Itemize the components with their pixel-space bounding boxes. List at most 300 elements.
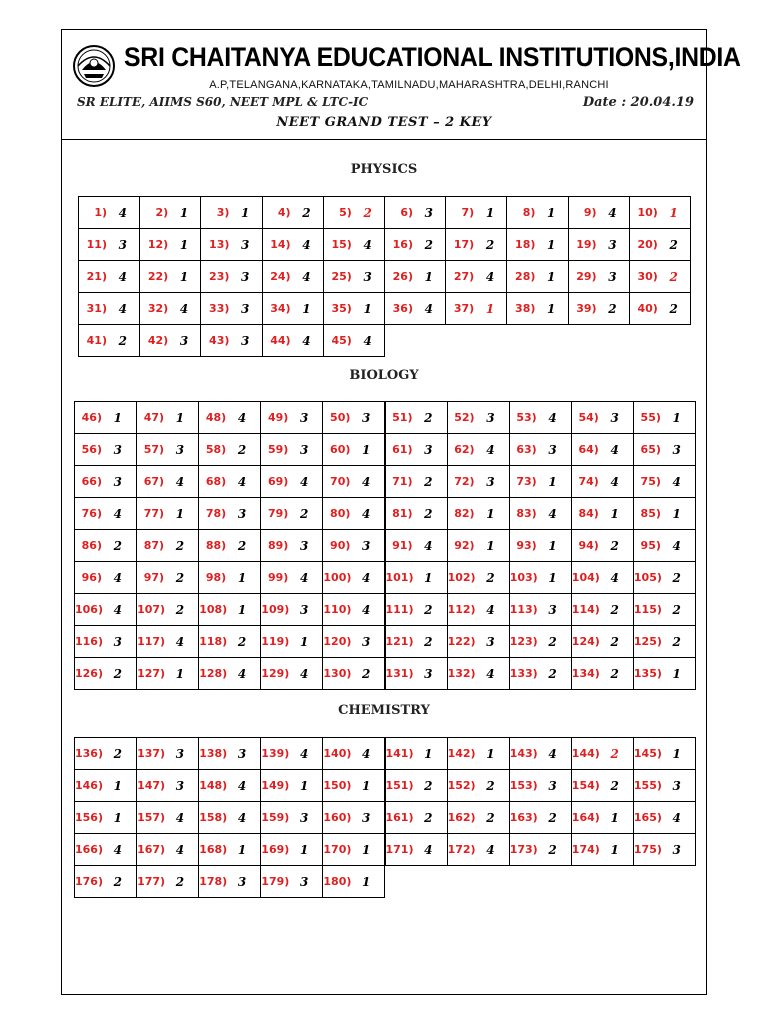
question-number: 67) xyxy=(143,475,165,488)
question-number: 147) xyxy=(137,779,166,792)
question-number: 135) xyxy=(633,667,662,680)
answer-option: 3 xyxy=(241,301,250,316)
section-title-chemistry: CHEMISTRY xyxy=(338,703,430,718)
answer-option: 3 xyxy=(241,237,250,252)
answer-cell xyxy=(74,625,137,658)
answer-option: 3 xyxy=(608,269,617,284)
answer-option: 3 xyxy=(672,442,681,457)
question-number: 17) xyxy=(453,238,475,251)
answer-option: 4 xyxy=(608,205,617,220)
answer-option: 2 xyxy=(486,570,495,585)
answer-cell xyxy=(385,801,448,834)
answer-cell xyxy=(322,401,385,434)
question-number: 112) xyxy=(447,603,476,616)
answer-cell xyxy=(74,801,137,834)
question-number: 33) xyxy=(209,302,230,315)
question-number: 150) xyxy=(323,779,352,792)
question-number: 5) xyxy=(339,206,352,219)
question-number: 173) xyxy=(509,843,538,856)
answer-option: 1 xyxy=(672,506,681,521)
answer-option: 4 xyxy=(486,666,495,681)
answer-cell xyxy=(509,833,572,866)
question-number: 34) xyxy=(270,302,291,315)
question-number: 32) xyxy=(147,302,169,315)
answer-cell xyxy=(633,561,696,594)
question-number: 138) xyxy=(199,747,228,760)
answer-cell xyxy=(447,401,510,434)
answer-option: 4 xyxy=(237,666,247,681)
answer-cell xyxy=(136,737,199,770)
answer-option: 1 xyxy=(672,746,681,761)
answer-cell xyxy=(139,260,201,293)
question-number: 20) xyxy=(637,238,658,251)
answer-cell xyxy=(447,561,510,594)
question-number: 9) xyxy=(583,206,597,219)
answer-cell xyxy=(323,260,385,293)
question-number: 24) xyxy=(270,270,291,283)
answer-cell xyxy=(509,465,572,498)
question-number: 121) xyxy=(385,635,414,648)
question-number: 146) xyxy=(75,779,103,792)
answer-option: 4 xyxy=(363,237,372,252)
answer-cell xyxy=(260,561,323,594)
question-number: 109) xyxy=(261,603,290,616)
question-number: 28) xyxy=(515,270,536,283)
question-number: 98) xyxy=(205,571,227,584)
question-number: 163) xyxy=(509,811,538,824)
answer-option: 3 xyxy=(362,634,371,649)
answer-option: 1 xyxy=(362,874,371,889)
question-number: 152) xyxy=(447,779,476,792)
answer-cell xyxy=(384,228,446,261)
answer-cell xyxy=(200,260,262,293)
answer-cell xyxy=(385,529,448,562)
answer-cell xyxy=(136,465,199,498)
answer-option: 1 xyxy=(548,538,557,553)
answer-option: 1 xyxy=(547,269,556,284)
answer-cell xyxy=(447,737,510,770)
answer-option: 3 xyxy=(362,538,371,553)
question-number: 54) xyxy=(578,411,599,424)
question-number: 14) xyxy=(270,238,291,251)
answer-option: 4 xyxy=(175,474,185,489)
question-number: 151) xyxy=(385,779,414,792)
question-number: 29) xyxy=(576,270,597,283)
answer-cell xyxy=(509,737,572,770)
answer-option: 1 xyxy=(424,746,433,761)
answer-option: 2 xyxy=(424,474,433,489)
question-number: 115) xyxy=(633,603,662,616)
answer-cell xyxy=(385,561,448,594)
answer-cell xyxy=(322,833,385,866)
question-number: 69) xyxy=(267,475,289,488)
question-number: 81) xyxy=(392,507,413,520)
question-number: 70) xyxy=(330,475,351,488)
answer-cell xyxy=(322,561,385,594)
answer-option: 4 xyxy=(486,442,495,457)
answer-option: 4 xyxy=(237,474,247,489)
answer-cell xyxy=(445,228,507,261)
answer-cell xyxy=(200,324,262,357)
question-number: 2) xyxy=(155,206,169,219)
question-number: 141) xyxy=(385,747,414,760)
answer-cell xyxy=(322,657,385,690)
question-number: 111) xyxy=(385,603,414,616)
question-number: 127) xyxy=(137,667,166,680)
question-number: 86) xyxy=(81,539,102,552)
answer-cell xyxy=(74,401,137,434)
question-number: 66) xyxy=(81,475,102,488)
answer-option: 1 xyxy=(302,301,311,316)
answer-option: 1 xyxy=(237,570,247,585)
answer-option: 2 xyxy=(424,237,433,252)
answer-cell xyxy=(384,196,446,229)
answer-option: 2 xyxy=(485,237,495,252)
answer-cell xyxy=(260,529,323,562)
answer-cell xyxy=(200,292,262,325)
answer-cell xyxy=(571,833,634,866)
question-number: 4) xyxy=(277,206,291,219)
answer-option: 2 xyxy=(610,778,619,793)
question-number: 143) xyxy=(509,747,538,760)
question-number: 132) xyxy=(447,667,476,680)
question-number: 168) xyxy=(199,843,228,856)
answer-cell xyxy=(445,260,507,293)
answer-cell xyxy=(633,833,696,866)
answer-cell xyxy=(633,497,696,530)
answer-cell xyxy=(198,801,261,834)
question-number: 11) xyxy=(86,238,107,251)
answer-option: 2 xyxy=(175,538,185,553)
answer-cell xyxy=(262,260,324,293)
answer-cell xyxy=(633,801,696,834)
answer-option: 2 xyxy=(669,237,678,252)
answer-option: 3 xyxy=(672,778,681,793)
question-number: 161) xyxy=(385,811,414,824)
answer-cell xyxy=(509,593,572,626)
answer-option: 2 xyxy=(237,538,247,553)
answer-cell xyxy=(78,292,140,325)
answer-option: 3 xyxy=(118,237,127,252)
answer-option: 4 xyxy=(299,474,309,489)
answer-cell xyxy=(509,433,572,466)
answer-option: 2 xyxy=(548,634,557,649)
answer-option: 4 xyxy=(672,538,681,553)
answer-option: 4 xyxy=(362,746,371,761)
question-number: 180) xyxy=(323,875,352,888)
answer-cell xyxy=(322,769,385,802)
answer-cell xyxy=(200,228,262,261)
question-number: 27) xyxy=(453,270,475,283)
answer-option: 2 xyxy=(362,666,371,681)
answer-option: 3 xyxy=(548,442,557,457)
answer-option: 1 xyxy=(610,810,619,825)
question-number: 63) xyxy=(516,443,537,456)
answer-cell xyxy=(447,593,510,626)
question-number: 102) xyxy=(447,571,476,584)
answer-cell xyxy=(78,260,140,293)
answer-option: 4 xyxy=(363,333,372,348)
answer-cell xyxy=(139,196,201,229)
answer-option: 1 xyxy=(363,301,372,316)
answer-option: 1 xyxy=(113,410,122,425)
answer-cell xyxy=(262,228,324,261)
question-number: 59) xyxy=(267,443,289,456)
answer-option: 1 xyxy=(362,778,371,793)
answer-cell xyxy=(200,196,262,229)
question-number: 170) xyxy=(323,843,352,856)
answer-option: 2 xyxy=(299,506,309,521)
answer-option: 4 xyxy=(175,634,185,649)
answer-option: 2 xyxy=(118,333,127,348)
question-number: 51) xyxy=(392,411,413,424)
question-number: 83) xyxy=(516,507,537,520)
answer-option: 1 xyxy=(299,634,309,649)
question-number: 15) xyxy=(331,238,352,251)
question-number: 155) xyxy=(633,779,662,792)
question-number: 124) xyxy=(571,635,600,648)
question-number: 139) xyxy=(261,747,290,760)
answer-cell xyxy=(509,497,572,530)
answer-cell xyxy=(323,292,385,325)
question-number: 68) xyxy=(205,475,227,488)
question-number: 162) xyxy=(447,811,476,824)
question-number: 18) xyxy=(515,238,536,251)
answer-option: 3 xyxy=(299,602,309,617)
answer-option: 3 xyxy=(424,205,433,220)
question-number: 107) xyxy=(137,603,166,616)
question-number: 88) xyxy=(205,539,227,552)
answer-option: 1 xyxy=(547,237,556,252)
question-number: 133) xyxy=(509,667,538,680)
answer-cell xyxy=(571,625,634,658)
question-number: 7) xyxy=(461,206,475,219)
answer-option: 1 xyxy=(485,205,495,220)
question-number: 39) xyxy=(576,302,597,315)
answer-option: 1 xyxy=(486,506,495,521)
answer-cell xyxy=(385,737,448,770)
question-number: 116) xyxy=(75,635,103,648)
question-number: 10) xyxy=(637,206,658,219)
question-number: 61) xyxy=(392,443,413,456)
answer-option: 3 xyxy=(424,442,433,457)
question-number: 43) xyxy=(209,334,230,347)
answer-cell xyxy=(384,260,446,293)
question-number: 37) xyxy=(453,302,475,315)
answer-cell xyxy=(136,865,199,898)
question-number: 82) xyxy=(454,507,475,520)
question-number: 93) xyxy=(516,539,537,552)
question-number: 92) xyxy=(454,539,475,552)
answer-cell xyxy=(198,401,261,434)
question-number: 128) xyxy=(199,667,228,680)
answer-cell xyxy=(322,465,385,498)
answer-option: 1 xyxy=(299,842,309,857)
question-number: 76) xyxy=(81,507,102,520)
answer-cell xyxy=(571,433,634,466)
answer-cell xyxy=(322,737,385,770)
answer-cell xyxy=(322,497,385,530)
answer-option: 4 xyxy=(302,269,311,284)
answer-cell xyxy=(571,769,634,802)
question-number: 79) xyxy=(267,507,289,520)
question-number: 75) xyxy=(640,475,661,488)
answer-option: 3 xyxy=(237,746,247,761)
answer-cell xyxy=(260,401,323,434)
answer-cell xyxy=(198,657,261,690)
question-number: 166) xyxy=(75,843,103,856)
question-number: 156) xyxy=(75,811,103,824)
answer-option: 2 xyxy=(669,301,678,316)
answer-option: 1 xyxy=(179,269,189,284)
answer-cell xyxy=(323,196,385,229)
answer-option: 3 xyxy=(175,746,185,761)
answer-cell xyxy=(633,529,696,562)
question-number: 12) xyxy=(147,238,169,251)
answer-option: 2 xyxy=(237,634,247,649)
answer-cell xyxy=(198,833,261,866)
question-number: 48) xyxy=(205,411,227,424)
question-number: 53) xyxy=(516,411,537,424)
question-number: 41) xyxy=(86,334,107,347)
answer-cell xyxy=(78,196,140,229)
section-title-physics: PHYSICS xyxy=(350,162,418,177)
answer-option: 2 xyxy=(424,634,433,649)
answer-option: 2 xyxy=(672,570,681,585)
answer-cell xyxy=(322,625,385,658)
question-number: 62) xyxy=(454,443,475,456)
question-number: 148) xyxy=(199,779,228,792)
answer-cell xyxy=(568,260,630,293)
question-number: 96) xyxy=(81,571,102,584)
question-number: 177) xyxy=(137,875,166,888)
answer-cell xyxy=(260,593,323,626)
answer-option: 4 xyxy=(237,778,247,793)
answer-cell xyxy=(633,657,696,690)
answer-option: 4 xyxy=(299,746,309,761)
question-number: 113) xyxy=(509,603,538,616)
answer-option: 3 xyxy=(548,778,557,793)
question-number: 80) xyxy=(330,507,351,520)
question-number: 174) xyxy=(571,843,600,856)
answer-cell xyxy=(260,769,323,802)
answer-cell xyxy=(385,657,448,690)
answer-option: 2 xyxy=(424,810,433,825)
answer-option: 3 xyxy=(363,269,372,284)
question-number: 72) xyxy=(454,475,475,488)
answer-cell xyxy=(385,433,448,466)
answer-cell xyxy=(260,865,323,898)
question-number: 119) xyxy=(261,635,290,648)
answer-option: 2 xyxy=(610,666,619,681)
answer-cell xyxy=(323,228,385,261)
question-number: 94) xyxy=(578,539,599,552)
question-number: 169) xyxy=(261,843,290,856)
answer-option: 4 xyxy=(486,602,495,617)
answer-option: 3 xyxy=(299,442,309,457)
answer-option: 3 xyxy=(113,474,122,489)
institution-title: SRI CHAITANYA EDUCATIONAL INSTITUTIONS,INDIA xyxy=(124,42,741,72)
question-number: 50) xyxy=(330,411,351,424)
answer-option: 4 xyxy=(610,442,619,457)
answer-cell xyxy=(571,529,634,562)
answer-option: 4 xyxy=(237,410,247,425)
answer-cell xyxy=(74,865,137,898)
answer-cell xyxy=(633,593,696,626)
question-number: 57) xyxy=(143,443,165,456)
question-number: 22) xyxy=(147,270,169,283)
answer-option: 4 xyxy=(548,506,557,521)
answer-option: 3 xyxy=(113,634,122,649)
answer-cell xyxy=(322,593,385,626)
answer-option: 1 xyxy=(179,205,189,220)
answer-cell xyxy=(198,529,261,562)
question-number: 104) xyxy=(571,571,600,584)
answer-cell xyxy=(139,228,201,261)
header-divider xyxy=(62,139,706,140)
answer-cell xyxy=(445,292,507,325)
answer-cell xyxy=(509,401,572,434)
question-number: 164) xyxy=(571,811,600,824)
answer-option: 4 xyxy=(302,237,311,252)
answer-cell xyxy=(260,737,323,770)
answer-cell xyxy=(629,196,691,229)
answer-option: 3 xyxy=(362,810,371,825)
answer-option: 2 xyxy=(669,269,678,284)
question-number: 90) xyxy=(330,539,351,552)
question-number: 56) xyxy=(81,443,102,456)
answer-option: 2 xyxy=(548,666,557,681)
answer-cell xyxy=(136,833,199,866)
answer-cell xyxy=(74,593,137,626)
answer-cell xyxy=(74,737,137,770)
answer-cell xyxy=(136,625,199,658)
answer-cell xyxy=(322,529,385,562)
answer-cell xyxy=(385,465,448,498)
answer-cell xyxy=(568,196,630,229)
answer-cell xyxy=(136,593,199,626)
question-number: 84) xyxy=(578,507,599,520)
question-number: 77) xyxy=(143,507,165,520)
question-number: 21) xyxy=(86,270,107,283)
answer-option: 2 xyxy=(113,874,122,889)
answer-option: 4 xyxy=(175,810,185,825)
answer-cell xyxy=(571,561,634,594)
question-number: 3) xyxy=(216,206,230,219)
answer-cell xyxy=(629,228,691,261)
question-number: 58) xyxy=(205,443,227,456)
answer-option: 1 xyxy=(424,269,433,284)
answer-option: 3 xyxy=(486,474,495,489)
answer-cell xyxy=(262,324,324,357)
answer-option: 3 xyxy=(672,842,681,857)
question-number: 122) xyxy=(447,635,476,648)
answer-cell xyxy=(509,529,572,562)
answer-cell xyxy=(198,625,261,658)
answer-option: 2 xyxy=(237,442,247,457)
question-number: 157) xyxy=(137,811,166,824)
answer-option: 2 xyxy=(424,602,433,617)
answer-option: 4 xyxy=(237,810,247,825)
answer-cell xyxy=(568,228,630,261)
answer-cell xyxy=(136,561,199,594)
answer-cell xyxy=(385,401,448,434)
question-number: 131) xyxy=(385,667,414,680)
section-title-biology: BIOLOGY xyxy=(349,368,419,383)
answer-option: 1 xyxy=(179,237,189,252)
question-number: 55) xyxy=(640,411,661,424)
answer-cell xyxy=(506,228,568,261)
